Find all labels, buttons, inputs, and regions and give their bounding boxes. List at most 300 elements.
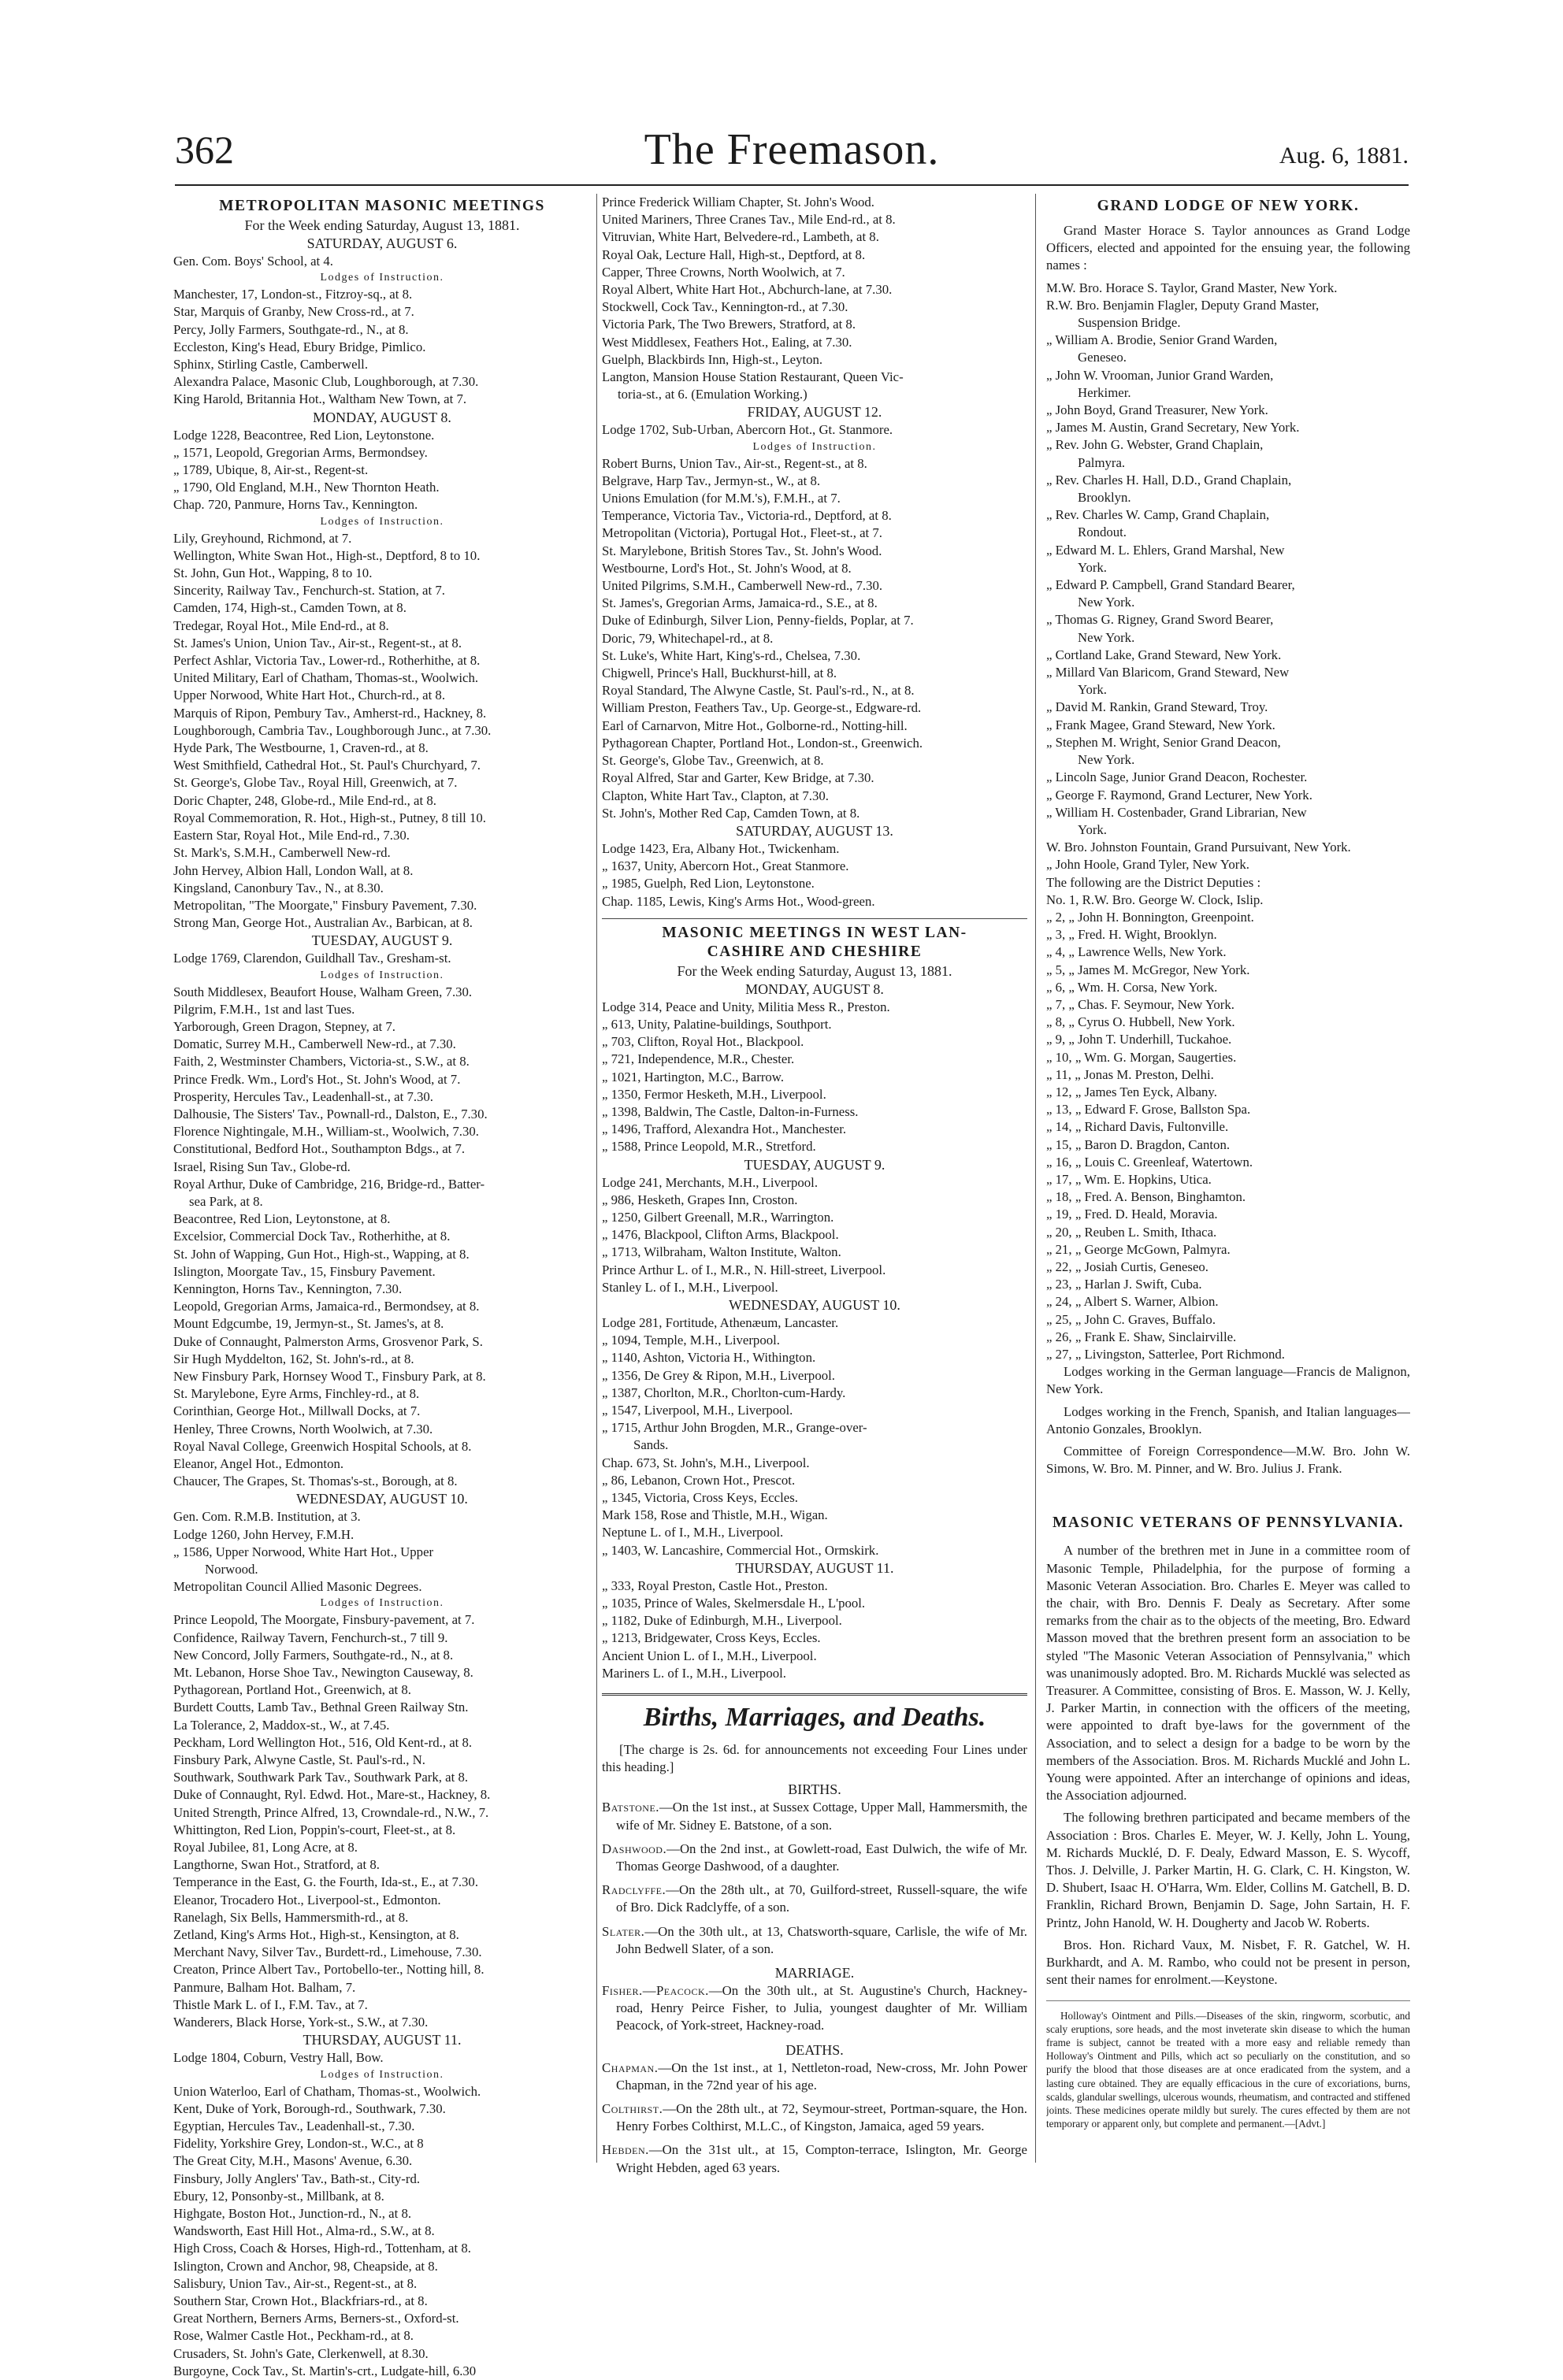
listing-line: Lodge 1702, Sub-Urban, Abercorn Hot., Gt. Stanmore. [602, 422, 893, 438]
listing-line: Robert Burns, Union Tav., Air-st., Regent-st., at 8. [602, 455, 867, 471]
masthead [175, 123, 1409, 186]
listing-line: Yarborough, Green Dragon, Stepney, at 7. [173, 1018, 395, 1034]
listing-line: „ 613, Unity, Palatine-buildings, Southport. [602, 1016, 832, 1032]
listing-line: Palmyra. [1078, 454, 1126, 470]
listing-line: Westbourne, Lord's Hot., St. John's Wood, at 8. [602, 560, 852, 576]
notice-name: Fisher.—Peacock. [602, 1983, 709, 1999]
column-rule [596, 194, 597, 2163]
listing-line: Ancient Union L. of I., M.H., Liverpool. [602, 1648, 817, 1663]
listing-line: Gen. Com. R.M.B. Institution, at 3. [173, 1509, 361, 1525]
listing-line: Doric, 79, Whitechapel-rd., at 8. [602, 630, 774, 646]
births-heading: BIRTHS. [788, 1781, 841, 1798]
listing-line: Panmure, Balham Hot. Balham, 7. [173, 1979, 356, 1995]
notice-text: —On the 1st inst., at Sussex Cottage, Upper Mall, Hammersmith, the wife of Mr. Sidney E. Batstone, of a son. [616, 1800, 1027, 1833]
listing-line: Unions Emulation (for M.M.'s), F.M.H., at 7. [602, 491, 841, 506]
listing-line: „ 1094, Temple, M.H., Liverpool. [602, 1333, 780, 1348]
subsection-heading: Lodges of Instruction. [320, 969, 444, 981]
district-deputy-line: No. 1, R.W. Bro. George W. Clock, Islip. [1046, 892, 1264, 907]
listing-line: „ 1588, Prince Leopold, M.R., Stretford. [602, 1139, 816, 1155]
listing-line: W. Bro. Johnston Fountain, Grand Pursuivant, New York. [1046, 840, 1351, 855]
listing-line: Duke of Edinburgh, Silver Lion, Penny-fields, Poplar, at 7. [602, 613, 914, 628]
listing-line: Burgoyne, Cock Tav., St. Martin's-crt., Ludgate-hill, 6.30 [173, 2363, 477, 2378]
listing-line: Prince Fredk. Wm., Lord's Hot., St. John's Wood, at 7. [173, 1071, 461, 1087]
listing-line: King Harold, Britannia Hot., Waltham New Town, at 7. [173, 391, 467, 407]
note-paragraph: Committee of Foreign Correspondence—M.W. Bro. John W. Simons, W. Bro. M. Pinner, and W. Bro. Julius J. Frank. [1046, 1444, 1410, 1477]
listing-line: West Smithfield, Cathedral Hot., St. Paul's Churchyard, 7. [173, 758, 481, 773]
listing-line: Fidelity, Yorkshire Grey, London-st., W.C., at 8 [173, 2136, 424, 2152]
district-deputy-line: „ 15, „ Baron D. Bragdon, Canton. [1046, 1136, 1231, 1152]
listing-line: „ 1345, Victoria, Cross Keys, Eccles. [602, 1490, 798, 1505]
page-number: 362 [175, 128, 234, 172]
listing-line: Mt. Lebanon, Horse Shoe Tav., Newington Causeway, 8. [173, 1665, 473, 1681]
listing-line: Chaucer, The Grapes, St. Thomas's-st., Borough, at 8. [173, 1474, 458, 1489]
listing-line: Henley, Three Crowns, North Woolwich, at 7.30. [173, 1421, 433, 1437]
listing-line: Dalhousie, The Sisters' Tav., Pownall-rd., Dalston, E., 7.30. [173, 1106, 488, 1121]
notice-text: —On the 28th ult., at 70, Guilford-street, Russell-square, the wife of Bro. Dick Radclyffe, of a son. [616, 1882, 1027, 1915]
listing-line: toria-st., at 6. (Emulation Working.) [618, 387, 807, 402]
subsection-heading: Lodges of Instruction. [320, 1597, 444, 1610]
listing-line: Mariners L. of I., M.H., Liverpool. [602, 1665, 786, 1681]
listing-line: St. John, Gun Hot., Wapping, 8 to 10. [173, 565, 373, 581]
listing-line: Tredegar, Royal Hot., Mile End-rd., at 8. [173, 617, 389, 633]
listing-line: Royal Arthur, Duke of Cambridge, 216, Bridge-rd., Batter- [173, 1176, 485, 1192]
listing-line: Guelph, Blackbirds Inn, High-st., Leyton. [602, 351, 823, 367]
listing-line: Langton, Mansion House Station Restaurant, Queen Vic- [602, 369, 904, 385]
listing-line: Prince Leopold, The Moorgate, Finsbury-pavement, at 7. [173, 1612, 475, 1628]
lancashire-heading-line-1: MASONIC MEETINGS IN WEST LAN- [662, 924, 967, 941]
district-deputy-line: „ 11, „ Jonas M. Preston, Delhi. [1046, 1066, 1214, 1082]
listing-line: „ 1713, Wilbraham, Walton Institute, Walton. [602, 1244, 841, 1260]
district-deputies-list [1046, 892, 1410, 1363]
listing-line: St. George's, Globe Tav., Greenwich, at 8. [602, 753, 824, 769]
listing-line: Thistle Mark L. of I., F.M. Tav., at 7. [173, 1996, 368, 2012]
listing-line: Chap. 720, Panmure, Horns Tav., Kennington. [173, 497, 418, 513]
listing-line: St. James's Union, Union Tav., Air-st., Regent-st., at 8. [173, 635, 462, 651]
listing-line: „ 1715, Arthur John Brogden, M.R., Grange-over- [602, 1420, 867, 1436]
listing-line: St. John of Wapping, Gun Hot., High-st., Wapping, at 8. [173, 1246, 470, 1262]
listing-line: „ 703, Clifton, Royal Hot., Blackpool. [602, 1034, 804, 1050]
listing-line: Victoria Park, The Two Brewers, Stratford, at 8. [602, 317, 856, 332]
listing-line: „ 1213, Bridgewater, Cross Keys, Eccles. [602, 1630, 821, 1646]
grand-lodge-heading: GRAND LODGE OF NEW YORK. [1097, 198, 1360, 214]
listing-line: Burdett Coutts, Lamb Tav., Bethnal Green Railway Stn. [173, 1700, 469, 1715]
day-heading: SATURDAY, AUGUST 13. [736, 822, 893, 839]
listing-line: „ 1021, Hartington, M.C., Barrow. [602, 1069, 785, 1084]
notice-entry [602, 1881, 1027, 1916]
listing-line: „ Frank Magee, Grand Steward, New York. [1046, 717, 1275, 732]
listing-line: Percy, Jolly Farmers, Southgate-rd., N., at 8. [173, 321, 409, 337]
notice-entry [602, 1799, 1027, 1833]
listing-line: High Cross, Coach & Horses, High-rd., Tottenham, at 8. [173, 2241, 471, 2256]
listing-line: St. George's, Globe Tav., Royal Hill, Greenwich, at 7. [173, 775, 458, 791]
listing-line: Duke of Connaught, Ryl. Edwd. Hot., Mare-st., Hackney, 8. [173, 1787, 491, 1803]
listing-line: John Hervey, Albion Hall, London Wall, at 8. [173, 862, 414, 878]
listing-line: Herkimer. [1078, 384, 1131, 400]
listing-line: Pythagorean, Portland Hot., Greenwich, at 8. [173, 1682, 411, 1698]
listing-line: „ Rev. Charles H. Hall, D.D., Grand Chaplain, [1046, 472, 1292, 487]
holloway-advert: Holloway's Ointment and Pills.—Diseases of the skin, ringworm, scorbutic, and scaly eruptions, sore heads, and the most inveterate skin disease to which the human frame is subject, cannot be treated with a more easy and reliable remedy than Holloway's Ointment and Pills, which act so peculiarly on the constitution, and so purify the blood that those diseases are at once eradicated from the system, and a lasting cure obtained. They are equally efficacious in the cure of excoriations, burns, scalds, glandular swellings, ulcerous wounds, rheumatism, and contracted and stiffened joints. These medicines operate mildly but surely. The cures effected by them are not temporary or apparent only, but complete and permanent.—[Advt.] [1046, 2000, 1410, 2131]
listing-line: Eleanor, Trocadero Hot., Liverpool-st., Edmonton. [173, 1892, 441, 1907]
notice-entry [602, 1923, 1027, 1958]
notice-name: Hebden. [602, 2142, 649, 2158]
listing-line: Temperance in the East, G. the Fourth, Ida-st., E., at 7.30. [173, 1874, 479, 1890]
day-heading: THURSDAY, AUGUST 11. [303, 2032, 462, 2048]
births-list [602, 1799, 1027, 1958]
listing-line: Pythagorean Chapter, Portland Hot., London-st., Greenwich. [602, 735, 923, 751]
listing-line: „ Thomas G. Rigney, Grand Sword Bearer, [1046, 612, 1274, 628]
district-deputy-line: „ 6, „ Wm. H. Corsa, New York. [1046, 979, 1218, 995]
listing-line: St. Marylebone, Eyre Arms, Finchley-rd., at 8. [173, 1386, 420, 1402]
district-deputy-line: „ 21, „ George McGown, Palmyra. [1046, 1241, 1231, 1257]
paper-title: The Freemason. [644, 125, 940, 174]
listing-line: „ 1496, Trafford, Alexandra Hot., Manchester. [602, 1121, 847, 1137]
day-heading: WEDNESDAY, AUGUST 10. [729, 1296, 900, 1313]
listing-line: Egyptian, Hercules Tav., Leadenhall-st., 7.30. [173, 2118, 415, 2133]
listing-line: „ Millard Van Blaricom, Grand Steward, New [1046, 665, 1290, 680]
notice-name: Batstone. [602, 1800, 660, 1815]
column-3 [1046, 194, 1410, 2130]
listing-line: York. [1078, 821, 1108, 837]
listing-line: „ 1387, Chorlton, M.R., Chorlton-cum-Hardy. [602, 1385, 846, 1400]
metropolitan-listings-continued [602, 194, 1027, 910]
listing-line: Alexandra Palace, Masonic Club, Loughborough, at 7.30. [173, 374, 479, 390]
listing-line: Sphinx, Stirling Castle, Camberwell. [173, 357, 369, 373]
listing-line: „ Edward P. Campbell, Grand Standard Bearer, [1046, 577, 1295, 593]
listing-line: Salisbury, Union Tav., Air-st., Regent-st., at 8. [173, 2275, 418, 2291]
listing-line: „ 1586, Upper Norwood, White Hart Hot., Upper [173, 1544, 434, 1559]
listing-line: „ 1035, Prince of Wales, Skelmersdale H., L'pool. [602, 1596, 866, 1611]
listing-line: Lodge 1423, Era, Albany Hot., Twickenham. [602, 840, 840, 856]
listing-line: „ William A. Brodie, Senior Grand Warden, [1046, 332, 1278, 348]
listing-line: Royal Standard, The Alwyne Castle, St. Paul's-rd., N., at 8. [602, 683, 915, 699]
listing-line: „ 1476, Blackpool, Clifton Arms, Blackpool. [602, 1227, 839, 1243]
district-deputy-line: „ 12, „ James Ten Eyck, Albany. [1046, 1084, 1217, 1099]
listing-line: St. Marylebone, British Stores Tav., St. John's Wood. [602, 543, 882, 558]
listing-line: West Middlesex, Feathers Hot., Ealing, at 7.30. [602, 334, 852, 350]
listing-line: Confidence, Railway Tavern, Fenchurch-st., 7 till 9. [173, 1629, 448, 1645]
notice-entry [602, 2141, 1027, 2176]
officers-list [1046, 280, 1410, 892]
metropolitan-listings [173, 235, 591, 2380]
article-paragraph: The following brethren participated and became members of the Association : Bros. Charles E. Meyer, W. J. Kelly, John L. Young, M. Richards Mucklé, D. F. Dealy, Edward Masson, E. S. Wycoff, Thos. J. Delville, J. Parker Martin, H. G. Clark, C. H. Kingston, W. D. Shubert, Isaac H. O'Harra, Wm. Elder, Collins M. Gatchell, B. D. Franklin, Richard Brown, Benjamin D. Sage, John Sartain, H. F. Printz, John Hanold, W. H. Dougherty and Jacob W. Roberts. [1046, 1810, 1410, 1930]
listing-line: Eastern Star, Royal Hot., Mile End-rd., 7.30. [173, 828, 410, 843]
issue-date: Aug. 6, 1881. [1279, 143, 1409, 169]
note-paragraph: Lodges working in the French, Spanish, and Italian languages—Antonio Gonzales, Brooklyn. [1046, 1403, 1410, 1437]
listing-line: Lodge 1804, Coburn, Vestry Hall, Bow. [173, 2050, 384, 2066]
note-paragraph: Lodges working in the German language—Francis de Malignon, New York. [1046, 1364, 1410, 1397]
listing-line: Rondout. [1078, 525, 1127, 540]
subsection-heading: Lodges of Instruction. [752, 440, 877, 453]
listing-line: Marquis of Ripon, Pembury Tav., Amherst-rd., Hackney, 8. [173, 705, 487, 721]
listing-line: Hyde Park, The Westbourne, 1, Craven-rd., at 8. [173, 740, 429, 756]
day-heading: MONDAY, AUGUST 8. [745, 981, 884, 997]
listing-line: York. [1078, 559, 1108, 575]
listing-line: „ 333, Royal Preston, Castle Hot., Preston. [602, 1577, 828, 1593]
listing-line: „ 1250, Gilbert Greenall, M.R., Warrington. [602, 1209, 834, 1225]
listing-line: Lodge 1228, Beacontree, Red Lion, Leytonstone. [173, 427, 435, 443]
listing-line: Corinthian, George Hot., Millwall Docks, at 7. [173, 1403, 421, 1419]
listing-line: Crusaders, St. John's Gate, Clerkenwell, at 8.30. [173, 2345, 429, 2361]
listing-line: Royal Naval College, Greenwich Hospital Schools, at 8. [173, 1438, 472, 1454]
listing-line: Israel, Rising Sun Tav., Globe-rd. [173, 1158, 351, 1174]
listing-line: M.W. Bro. Horace S. Taylor, Grand Master, New York. [1046, 280, 1338, 295]
district-deputy-line: „ 22, „ Josiah Curtis, Geneseo. [1046, 1259, 1208, 1274]
notice-text: —On the 30th ult., at St. Augustine's Church, Hackney-road, Henry Peirce Fisher, to Julia, youngest daughter of Mr. William Peacock, of York-street, Hackney-road. [616, 1983, 1027, 2033]
veterans-article [1046, 1542, 1410, 1989]
listing-line: Mount Edgcumbe, 19, Jermyn-st., St. James's, at 8. [173, 1316, 444, 1332]
listing-line: Wellington, White Swan Hot., High-st., Deptford, 8 to 10. [173, 547, 481, 563]
district-deputy-line: „ 27, „ Livingston, Satterlee, Port Richmond. [1046, 1347, 1285, 1362]
listing-line: York. [1078, 682, 1108, 698]
listing-line: Peckham, Lord Wellington Hot., 516, Old Kent-rd., at 8. [173, 1734, 473, 1750]
listing-line: United Military, Earl of Chatham, Thomas-st., Woolwich. [173, 670, 479, 686]
listing-line: Temperance, Victoria Tav., Victoria-rd., Deptford, at 8. [602, 508, 892, 524]
listing-line: Beacontree, Red Lion, Leytonstone, at 8. [173, 1211, 391, 1227]
listing-line: Manchester, 17, London-st., Fitzroy-sq., at 8. [173, 287, 413, 302]
listing-line: Domatic, Surrey M.H., Camberwell New-rd., at 7.30. [173, 1036, 456, 1052]
listing-line: Neptune L. of I., M.H., Liverpool. [602, 1525, 784, 1540]
listing-line: Royal Oak, Lecture Hall, High-st., Deptford, at 8. [602, 247, 866, 262]
listing-line: La Tolerance, 2, Maddox-st., W., at 7.45. [173, 1717, 390, 1733]
listing-line: „ David M. Rankin, Grand Steward, Troy. [1046, 699, 1268, 715]
listing-line: Loughborough, Cambria Tav., Loughborough Junc., at 7.30. [173, 722, 492, 738]
district-deputy-line: „ 7, „ Chas. F. Seymour, New York. [1046, 996, 1234, 1012]
listing-line: Norwood. [205, 1562, 258, 1577]
listing-line: Stanley L. of I., M.H., Liverpool. [602, 1279, 778, 1295]
subsection-heading: Lodges of Instruction. [320, 272, 444, 284]
listing-line: „ 1356, De Grey & Ripon, M.H., Liverpool. [602, 1367, 835, 1383]
district-deputy-line: „ 23, „ Harlan J. Swift, Cuba. [1046, 1277, 1202, 1292]
district-deputy-line: „ 8, „ Cyrus O. Hubbell, New York. [1046, 1014, 1235, 1030]
listing-line: Finsbury, Jolly Anglers' Tav., Bath-st., City-rd. [173, 2171, 421, 2186]
day-heading: WEDNESDAY, AUGUST 10. [296, 1491, 468, 1507]
bmd-heading: Births, Marriages, and Deaths. [602, 1693, 1027, 1735]
listing-line: Islington, Moorgate Tav., 15, Finsbury Pavement. [173, 1263, 436, 1279]
listing-line: Finsbury Park, Alwyne Castle, St. Paul's-rd., N. [173, 1752, 425, 1768]
listing-line: Lodge 314, Peace and Unity, Militia Mess R., Preston. [602, 999, 890, 1014]
listing-line: Brooklyn. [1078, 490, 1131, 506]
column-rule [1035, 194, 1036, 2163]
district-deputy-line: „ 20, „ Reuben L. Smith, Ithaca. [1046, 1224, 1217, 1240]
listing-line: Geneseo. [1078, 350, 1127, 365]
deaths-list [602, 2059, 1027, 2177]
listing-line: The Great City, M.H., Masons' Avenue, 6.30. [173, 2153, 413, 2169]
section-divider [602, 918, 1027, 919]
district-deputy-line: „ 14, „ Richard Davis, Fultonville. [1046, 1119, 1229, 1135]
metropolitan-heading: METROPOLITAN MASONIC MEETINGS [219, 198, 545, 214]
deaths-heading: DEATHS. [785, 2041, 844, 2058]
listing-line: Merchant Navy, Silver Tav., Burdett-rd., Limehouse, 7.30. [173, 1944, 482, 1960]
district-deputy-line: „ 9, „ John T. Underhill, Tuckahoe. [1046, 1032, 1232, 1047]
listing-line: Capper, Three Crowns, North Woolwich, at 7. [602, 264, 845, 280]
district-deputy-line: „ 18, „ Fred. A. Benson, Binghamton. [1046, 1189, 1246, 1205]
listing-line: Lodge 1769, Clarendon, Guildhall Tav., Gresham-st. [173, 951, 451, 966]
district-deputy-line: „ 5, „ James M. McGregor, New York. [1046, 962, 1250, 977]
listing-line: Leopold, Gregorian Arms, Jamaica-rd., Bermondsey, at 8. [173, 1299, 480, 1314]
listing-line: „ Edward M. L. Ehlers, Grand Marshal, New [1046, 542, 1285, 558]
listing-line: Duke of Connaught, Palmerston Arms, Grosvenor Park, S. [173, 1333, 483, 1349]
listing-line: „ 1637, Unity, Abercorn Hot., Great Stanmore. [602, 858, 849, 874]
district-deputy-line: „ 24, „ Albert S. Warner, Albion. [1046, 1294, 1219, 1310]
listing-line: Upper Norwood, White Hart Hot., Church-rd., at 8. [173, 688, 446, 703]
notice-entry [602, 2100, 1027, 2135]
listing-line: „ Lincoln Sage, Junior Grand Deacon, Rochester. [1046, 769, 1308, 785]
listing-line: Suspension Bridge. [1078, 315, 1181, 331]
listing-line: Eleanor, Angel Hot., Edmonton. [173, 1456, 344, 1471]
listing-line: „ 1790, Old England, M.H., New Thornton Heath. [173, 480, 440, 495]
listing-line: St. Luke's, White Hart, King's-rd., Chelsea, 7.30. [602, 647, 861, 663]
listing-line: Rose, Walmer Castle Hot., Peckham-rd., at 8. [173, 2328, 414, 2344]
listing-line: sea Park, at 8. [189, 1193, 263, 1209]
listing-line: New York. [1078, 752, 1135, 768]
listing-line: St. John's, Mother Red Cap, Camden Town, at 8. [602, 805, 860, 821]
listing-line: Eccleston, King's Head, Ebury Bridge, Pimlico. [173, 339, 426, 354]
listing-line: New York. [1078, 595, 1135, 610]
day-heading: TUESDAY, AUGUST 9. [311, 932, 453, 949]
listing-line: Faith, 2, Westminster Chambers, Victoria-st., S.W., at 8. [173, 1054, 470, 1070]
listing-line: „ 1789, Ubique, 8, Air-st., Regent-st. [173, 462, 369, 478]
listing-line: Whittington, Red Lion, Poppin's-court, Fleet-st., at 8. [173, 1822, 456, 1837]
listing-line: „ 986, Hesketh, Grapes Inn, Croston. [602, 1192, 798, 1207]
column-2 [602, 194, 1027, 2183]
notice-name: Dashwood. [602, 1841, 667, 1856]
listing-line: United Mariners, Three Cranes Tav., Mile End-rd., at 8. [602, 212, 896, 228]
notice-entry [602, 1841, 1027, 1875]
listing-line: Royal Jubilee, 81, Long Acre, at 8. [173, 1840, 358, 1855]
listing-line: Wandsworth, East Hill Hot., Alma-rd., S.W., at 8. [173, 2223, 435, 2239]
day-heading: MONDAY, AUGUST 8. [313, 409, 451, 425]
listing-line: Chigwell, Prince's Hall, Buckhurst-hill, at 8. [602, 665, 837, 681]
lancashire-listings [602, 981, 1027, 1682]
listing-line: St. James's, Gregorian Arms, Jamaica-rd., S.E., at 8. [602, 595, 878, 611]
subsection-heading: Lodges of Instruction. [320, 2068, 444, 2081]
listing-line: Sands. [633, 1437, 669, 1453]
column-1 [173, 194, 591, 2380]
listing-line: „ 1403, W. Lancashire, Commercial Hot., Ormskirk. [602, 1542, 879, 1558]
listing-line: Stockwell, Cock Tav., Kennington-rd., at 7.30. [602, 299, 848, 315]
listing-line: „ Rev. John G. Webster, Grand Chaplain, [1046, 437, 1264, 453]
listing-line: New York. [1078, 629, 1135, 645]
listing-line: William Preston, Feathers Tav., Up. George-st., Edgware-rd. [602, 700, 922, 716]
listing-line: Clapton, White Hart Tav., Clapton, at 7.30. [602, 788, 829, 803]
listing-line: Chap. 673, St. John's, M.H., Liverpool. [602, 1455, 810, 1470]
listing-line: The following are the District Deputies : [1046, 874, 1261, 890]
grand-lodge-intro: Grand Master Horace S. Taylor announces as Grand Lodge Officers, elected and appointed for the ensuing year, the following names : [1046, 223, 1410, 273]
listing-line: South Middlesex, Beaufort House, Walham Green, 7.30. [173, 984, 473, 999]
listing-line: Royal Alfred, Star and Garter, Kew Bridge, at 7.30. [602, 770, 874, 786]
district-deputy-line: „ 26, „ Frank E. Shaw, Sinclairville. [1046, 1329, 1237, 1344]
listing-line: New Concord, Jolly Farmers, Southgate-rd., N., at 8. [173, 1647, 454, 1663]
listing-line: Southwark, Southwark Park Tav., Southwark Park, at 8. [173, 1770, 469, 1785]
listing-line: Kingsland, Canonbury Tav., N., at 8.30. [173, 880, 384, 895]
bmd-note: [The charge is 2s. 6d. for announcements not exceeding Four Lines under this heading.] [602, 1742, 1027, 1775]
listing-line: „ George F. Raymond, Grand Lecturer, New York. [1046, 787, 1312, 803]
listing-line: Ranelagh, Six Bells, Hammersmith-rd., at 8. [173, 1909, 409, 1925]
district-deputy-line: „ 13, „ Edward F. Grose, Ballston Spa. [1046, 1102, 1251, 1118]
listing-line: „ James M. Austin, Grand Secretary, New York. [1046, 420, 1300, 436]
listing-line: Camden, 174, High-st., Camden Town, at 8. [173, 600, 407, 616]
day-heading: THURSDAY, AUGUST 11. [735, 1559, 894, 1576]
veterans-heading: MASONIC VETERANS OF PENNSYLVANIA. [1052, 1514, 1405, 1532]
listing-line: Islington, Crown and Anchor, 98, Cheapside, at 8. [173, 2258, 438, 2274]
lancashire-heading-line-2: CASHIRE AND CHESHIRE [707, 943, 923, 960]
listing-line: Union Waterloo, Earl of Chatham, Thomas-st., Woolwich. [173, 2083, 481, 2099]
listing-line: „ 1985, Guelph, Red Lion, Leytonstone. [602, 876, 815, 892]
listing-line: Kennington, Horns Tav., Kennington, 7.30. [173, 1281, 403, 1296]
notice-text: —On the 28th ult., at 72, Seymour-street, Portman-square, the Hon. Henry Forbes Colthirst, M.L.C., of Kingston, Jamaica, aged 59 years. [616, 2101, 1027, 2134]
listing-line: Strong Man, George Hot., Australian Av., Barbican, at 8. [173, 915, 473, 931]
day-heading: TUESDAY, AUGUST 9. [744, 1156, 885, 1173]
district-deputy-line: „ 4, „ Lawrence Wells, New York. [1046, 944, 1227, 960]
listing-line: R.W. Bro. Benjamin Flagler, Deputy Grand Master, [1046, 297, 1320, 313]
grand-lodge-notes [1046, 1363, 1410, 1477]
listing-line: St. Mark's, S.M.H., Camberwell New-rd. [173, 845, 391, 861]
listing-line: Royal Albert, White Hart Hot., Abchurch-lane, at 7.30. [602, 282, 893, 298]
listing-line: „ 721, Independence, M.R., Chester. [602, 1051, 795, 1067]
listing-line: Zetland, King's Arms Hot., High-st., Kensington, at 8. [173, 1927, 459, 1943]
listing-line: Perfect Ashlar, Victoria Tav., Lower-rd., Rotherhithe, at 8. [173, 653, 481, 669]
listing-line: Vitruvian, White Hart, Belvedere-rd., Lambeth, at 8. [602, 229, 879, 245]
listing-line: Constitutional, Bedford Hot., Southampton Bdgs., at 7. [173, 1141, 466, 1157]
listing-line: Creaton, Prince Albert Tav., Portobello-ter., Notting hill, 8. [173, 1962, 484, 1978]
listing-line: „ John Boyd, Grand Treasurer, New York. [1046, 402, 1268, 418]
notice-text: —On the 1st inst., at 1, Nettleton-road, New-cross, Mr. John Power Chapman, in the 72nd year of his age. [616, 2059, 1027, 2093]
listing-line: Ebury, 12, Ponsonby-st., Millbank, at 8. [173, 2188, 384, 2204]
listing-line: Lodge 1260, John Hervey, F.M.H. [173, 1526, 355, 1542]
listing-line: „ John W. Vrooman, Junior Grand Warden, [1046, 367, 1274, 383]
listing-line: Great Northern, Berners Arms, Berners-st., Oxford-st. [173, 2311, 459, 2326]
listing-line: Sincerity, Railway Tav., Fenchurch-st. Station, at 7. [173, 583, 445, 599]
listing-line: Kent, Duke of York, Borough-rd., Southwark, 7.30. [173, 2100, 446, 2116]
listing-line: Lily, Greyhound, Richmond, at 7. [173, 530, 352, 546]
article-paragraph: Bros. Hon. Richard Vaux, M. Nisbet, F. R. Gatchel, W. H. Burkhardt, and A. M. Rambo, who could not be present in person, sent their names for enrolment.—Keystone. [1046, 1937, 1410, 1988]
listing-line: Excelsior, Commercial Dock Tav., Rotherhithe, at 8. [173, 1229, 451, 1244]
listing-line: Mark 158, Rose and Thistle, M.H., Wigan. [602, 1507, 828, 1523]
notice-name: Chapman. [602, 2059, 659, 2075]
district-deputy-line: „ 2, „ John H. Bonnington, Greenpoint. [1046, 909, 1254, 925]
listing-line: „ Stephen M. Wright, Senior Grand Deacon, [1046, 734, 1281, 750]
district-deputy-line: „ 19, „ Fred. D. Heald, Moravia. [1046, 1207, 1218, 1222]
listing-line: New Finsbury Park, Hornsey Wood T., Finsbury Park, at 8. [173, 1368, 486, 1384]
listing-line: Lodge 241, Merchants, M.H., Liverpool. [602, 1174, 819, 1190]
listing-line: Sir Hugh Myddelton, 162, St. John's-rd., at 8. [173, 1351, 414, 1366]
listing-line: Doric Chapter, 248, Globe-rd., Mile End-rd., at 8. [173, 792, 436, 808]
district-deputy-line: „ 17, „ Wm. E. Hopkins, Utica. [1046, 1171, 1212, 1187]
listing-line: Metropolitan (Victoria), Portugal Hot., Fleet-st., at 7. [602, 525, 882, 541]
listing-line: „ William H. Costenbader, Grand Librarian, New [1046, 804, 1307, 820]
listing-line: United Strength, Prince Alfred, 13, Crowndale-rd., N.W., 7. [173, 1804, 489, 1820]
notice-text: —On the 2nd inst., at Gowlett-road, East Dulwich, the wife of Mr. Thomas George Dashwood, of a daughter. [616, 1841, 1027, 1874]
marriages-list [602, 1982, 1027, 2035]
listing-line: Belgrave, Harp Tav., Jermyn-st., W., at 8. [602, 473, 821, 488]
listing-line: „ 1182, Duke of Edinburgh, M.H., Liverpool. [602, 1613, 842, 1629]
listing-line: „ 1140, Ashton, Victoria H., Withington. [602, 1350, 816, 1366]
listing-line: United Pilgrims, S.M.H., Camberwell New-rd., 7.30. [602, 578, 883, 594]
listing-line: Prosperity, Hercules Tav., Leadenhall-st., at 7.30. [173, 1088, 434, 1104]
day-heading: FRIDAY, AUGUST 12. [747, 404, 882, 421]
notice-name: Colthirst. [602, 2101, 663, 2117]
district-deputy-line: „ 10, „ Wm. G. Morgan, Saugerties. [1046, 1049, 1237, 1065]
listing-line: „ Cortland Lake, Grand Steward, New York. [1046, 647, 1282, 662]
listing-line: Langthorne, Swan Hot., Stratford, at 8. [173, 1857, 380, 1873]
notice-text: —On the 30th ult., at 13, Chatsworth-square, Carlisle, the wife of Mr. John Bedwell Slater, of a son. [616, 1923, 1027, 1956]
listing-line: Lodge 281, Fortitude, Athenæum, Lancaster. [602, 1314, 839, 1330]
listing-line: Earl of Carnarvon, Mitre Hot., Golborne-rd., Notting-hill. [602, 717, 908, 733]
listing-line: Star, Marquis of Granby, New Cross-rd., at 7. [173, 304, 414, 320]
lancashire-subheading: For the Week ending Saturday, August 13, 1881. [677, 962, 952, 979]
day-heading: SATURDAY, AUGUST 6. [306, 235, 458, 251]
notice-name: Slater. [602, 1923, 645, 1939]
